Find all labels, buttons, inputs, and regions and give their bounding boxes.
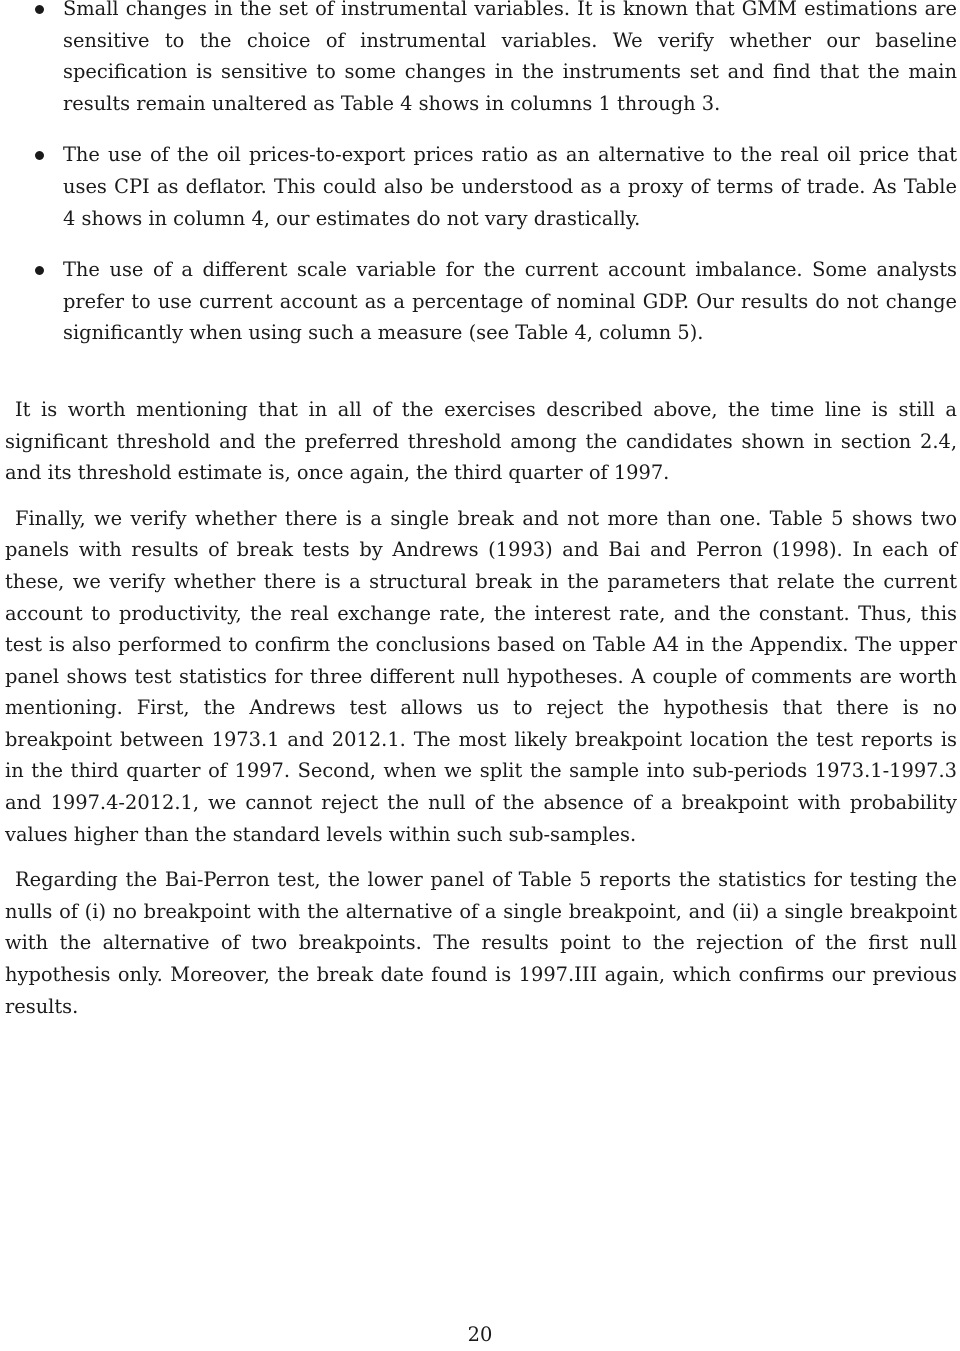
paragraph-break-tests: Finally, we verify whether there is a single break and not more than one. Table 5 shows two panels with results of break tests by Andrews (1993) and Bai and Perron (1998). In each of these, we verify whether there is a structural break in the parameters that relate the current account to productivity, the real exchange rate, the interest rate, and the constant. Thus, this test is also performed to confirm the conclusions based on Table A4 in the Appendix. The upper panel shows test statistics for three different null hypotheses. A couple of comments are worth mentioning. First, the Andrews test allows us to reject the hypothesis that there is no breakpoint between 1973.1 and 2012.1. The most likely breakpoint location the test reports is in the third quarter of 1997. Second, when we split the sample into sub-periods 1973.1-1997.3 and 1997.4-2012.1, we cannot reject the null of the absence of a breakpoint with probability values higher than the standard levels within such sub-samples. [5, 506, 957, 846]
bullet-text: The use of the oil prices-to-export prices ratio as an alternative to the real oil price that uses CPI as deflator. This could also be understood as a proxy of terms of trade. As Table 4 shows in column 4, our estimates do not vary drastically. [63, 143, 957, 230]
robustness-bullet-list [5, 0, 957, 349]
page-body [5, 0, 957, 1036]
bullet-point-icon [35, 5, 44, 14]
bullet-item-scale-variable [5, 254, 957, 349]
page-number: 20 [467, 1323, 493, 1346]
bullet-item-oil-prices-ratio [5, 139, 957, 234]
bullet-point-icon [35, 266, 44, 275]
bullet-item-instrumental-variables [5, 0, 957, 119]
paragraph-bai-perron: Regarding the Bai-Perron test, the lower panel of Table 5 reports the statistics for testing the nulls of (i) no breakpoint with the alternative of a single breakpoint, and (ii) a single breakpoint with the alternative of two breakpoints. The results point to the rejection of the first null hypothesis only. Moreover, the break date found is 1997.III again, which confirms our previous results. [5, 868, 957, 1018]
bullet-point-icon [35, 151, 44, 160]
bullet-text: The use of a different scale variable for the current account imbalance. Some analysts prefer to use current account as a percentage of nominal GDP. Our results do not change significantly when using such a measure (see Table 4, column 5). [63, 258, 957, 345]
bullet-text: Small changes in the set of instrumental variables. It is known that GMM estimations are sensitive to the choice of instrumental variables. We verify whether our baseline specification is sensitive to some changes in the instruments set and find that the main results remain unaltered as Table 4 shows in columns 1 through 3. [63, 0, 957, 115]
paragraph-threshold-note: It is worth mentioning that in all of the exercises described above, the time line is still a significant threshold and the preferred threshold among the candidates shown in section 2.4, and its threshold estimate is, once again, the third quarter of 1997. [5, 397, 957, 485]
